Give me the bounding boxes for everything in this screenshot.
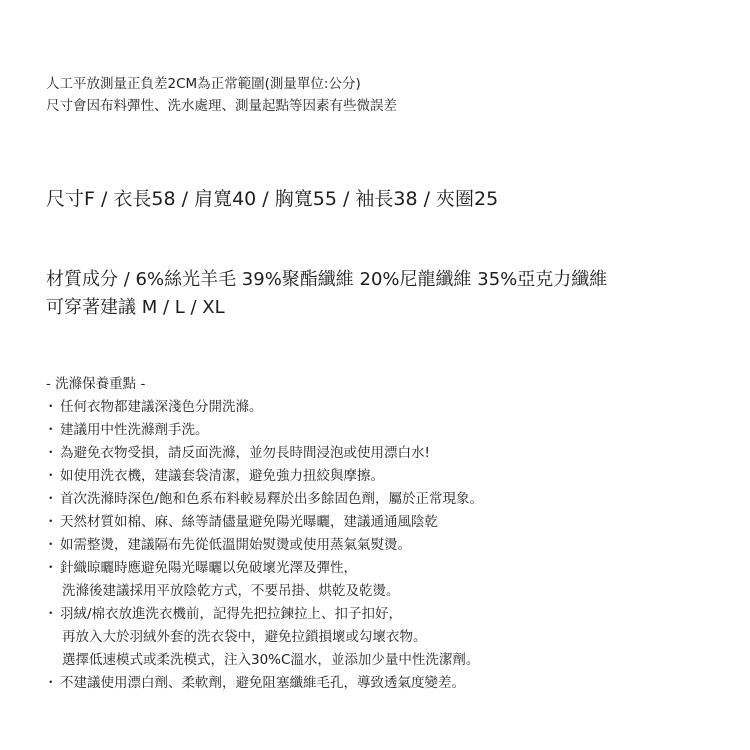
care-item-text: ・ 羽絨/棉衣放進洗衣機前，記得先把拉鍊拉上、扣子扣好， [46, 603, 483, 626]
care-item-text: ・ 針織晾曬時應避免陽光曝曬以免破壞光澤及彈性， [46, 557, 483, 580]
care-item [46, 511, 483, 534]
care-item [46, 442, 483, 465]
care-item-text: ・ 天然材質如棉、麻、絲等請儘量避免陽光曝曬，建議通通風陰乾 [46, 511, 483, 534]
care-item-text: ・ 不建議使用漂白劑、柔軟劑，避免阻塞纖維毛孔，導致透氣度變差。 [46, 672, 483, 695]
care-item-text: ・ 如需整燙，建議隔布先從低溫開始熨燙或使用蒸氣氣熨燙。 [46, 534, 483, 557]
care-item-text: ・ 為避免衣物受損，請反面洗滌，並勿長時間浸泡或使用漂白水! [46, 442, 483, 465]
care-section [46, 373, 483, 695]
material-section [46, 266, 607, 322]
care-item-text: ・ 如使用洗衣機，建議套袋清潔，避免強力扭絞與摩擦。 [46, 465, 483, 488]
care-item-text: ・ 任何衣物都建議深淺色分開洗滌。 [46, 396, 483, 419]
care-item-text: ・ 首次洗滌時深色/飽和色系布料較易釋於出多餘固色劑，屬於正常現象。 [46, 488, 483, 511]
measurement-note-line-1: 人工平放測量正負差2CM為正常範圍(測量單位:公分) [46, 76, 361, 92]
care-item [46, 488, 483, 511]
size-spec: 尺寸F / 衣長58 / 肩寬40 / 胸寬55 / 袖長38 / 夾圈25 [46, 188, 499, 210]
care-item [46, 672, 483, 695]
material-composition: 材質成分 / 6%絲光羊毛 39%聚酯纖維 20%尼龍纖維 35%亞克力纖維 [46, 269, 608, 290]
care-item-continuation: 再放入大於羽絨外套的洗衣袋中，避免拉鎖損壞或勾壞衣物。 [62, 629, 427, 645]
care-title: - 洗滌保養重點 - [46, 376, 146, 392]
care-item [46, 534, 483, 557]
care-item-continuation: 洗滌後建議採用平放陰乾方式，不要吊掛、烘乾及乾燙。 [62, 583, 400, 599]
measurement-note [46, 73, 397, 117]
care-item-continuation: 選擇低速模式或柔洗模式，注入30%C溫水，並添加少量中性洗潔劑。 [62, 652, 480, 668]
measurement-note-line-2: 尺寸會因布料彈性、洗水處理、測量起點等因素有些微誤差 [46, 98, 397, 114]
fit-recommendation: 可穿著建議 M / L / XL [46, 297, 225, 318]
care-item [46, 419, 483, 442]
care-item [46, 557, 483, 603]
care-item [46, 603, 483, 672]
care-item [46, 396, 483, 419]
care-list [46, 396, 483, 695]
care-item [46, 465, 483, 488]
care-item-text: ・ 建議用中性洗滌劑手洗。 [46, 419, 483, 442]
